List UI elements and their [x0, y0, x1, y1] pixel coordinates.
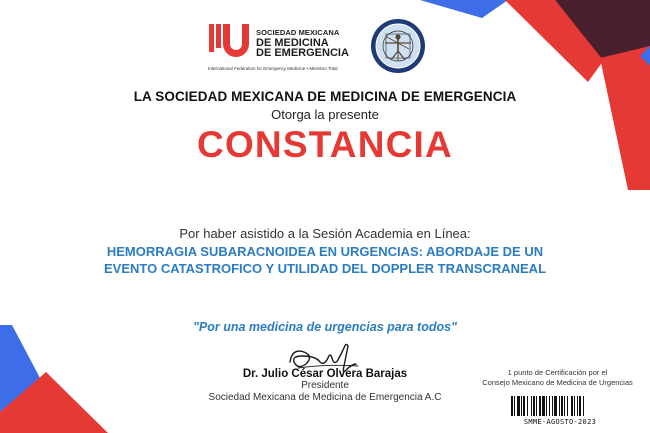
barcode-bar [579, 396, 581, 416]
signatory-name: Dr. Julio César Olvera Barajas [242, 368, 408, 380]
barcode-bar [564, 396, 565, 416]
logo-subtitle: International Federation for Emergency Medicine • Miembro Total [208, 66, 338, 71]
certification-line-2: Consejo Mexicano de Medicina de Urgencias [482, 378, 633, 387]
barcode-bar [533, 396, 535, 416]
barcode-bar [511, 396, 513, 416]
barcode-bar [577, 396, 578, 416]
barcode-bar [527, 396, 528, 416]
organization-heading: LA SOCIEDAD MEXICANA DE MEDICINA DE EMERGENCIA [133, 89, 517, 104]
slogan: "Por una medicina de urgencias para todos" [192, 320, 457, 334]
certificate-title: CONSTANCIA [197, 124, 453, 165]
barcode-bar [567, 396, 568, 416]
barcode-bar [552, 396, 553, 416]
certification-note [470, 368, 645, 388]
barcode-bar [574, 396, 575, 416]
barcode-bar [571, 396, 573, 416]
barcode-bar [536, 396, 537, 416]
barcode-bar [539, 396, 541, 416]
barcode-bar [559, 396, 560, 416]
signatory-organization: Sociedad Mexicana de Medicina de Emergencia A.C [208, 392, 442, 403]
logo-line-2: DE MEDICINA [256, 37, 329, 49]
barcode-bar [542, 396, 545, 416]
barcode-bar [554, 396, 557, 416]
barcode-bar [583, 396, 584, 416]
barcode-bar [546, 396, 547, 416]
certification-line-1: 1 punto de Certificación por el [507, 368, 608, 377]
signatory-role: Presidente [301, 380, 349, 391]
bottom-left-decoration [0, 325, 108, 433]
barcode [511, 396, 613, 416]
topic-line-1: HEMORRAGIA SUBARACNOIDEA EN URGENCIAS: ABORDAJE DE UN [106, 244, 544, 259]
barcode-bar [549, 396, 550, 416]
barcode-bar [517, 396, 520, 416]
vitruvian-seal-icon [370, 18, 426, 74]
session-topic [0, 243, 650, 277]
topic-line-2: EVENTO CATASTROFICO Y UTILIDAD DEL DOPPLER TRANSCRANEAL [103, 261, 547, 276]
barcode-bar [531, 396, 532, 416]
smme-logo [208, 20, 368, 75]
barcode-bar [561, 396, 563, 416]
attendance-text: Por haber asistido a la Sesión Academia en Línea: [179, 226, 471, 241]
barcode-bar [521, 396, 522, 416]
smme-u-logo-icon [208, 22, 252, 60]
grant-text: Otorga la presente [271, 107, 379, 122]
barcode-bar [523, 396, 525, 416]
logo-wordmark [256, 28, 349, 58]
barcode-bar [514, 396, 515, 416]
logo-line-1: SOCIEDAD MEXICANA [256, 28, 340, 37]
logo-line-3: DE EMERGENCIA [256, 47, 349, 59]
signature-block [190, 338, 460, 404]
barcode-code: SMME-AGOSTO-2023 [523, 418, 597, 426]
